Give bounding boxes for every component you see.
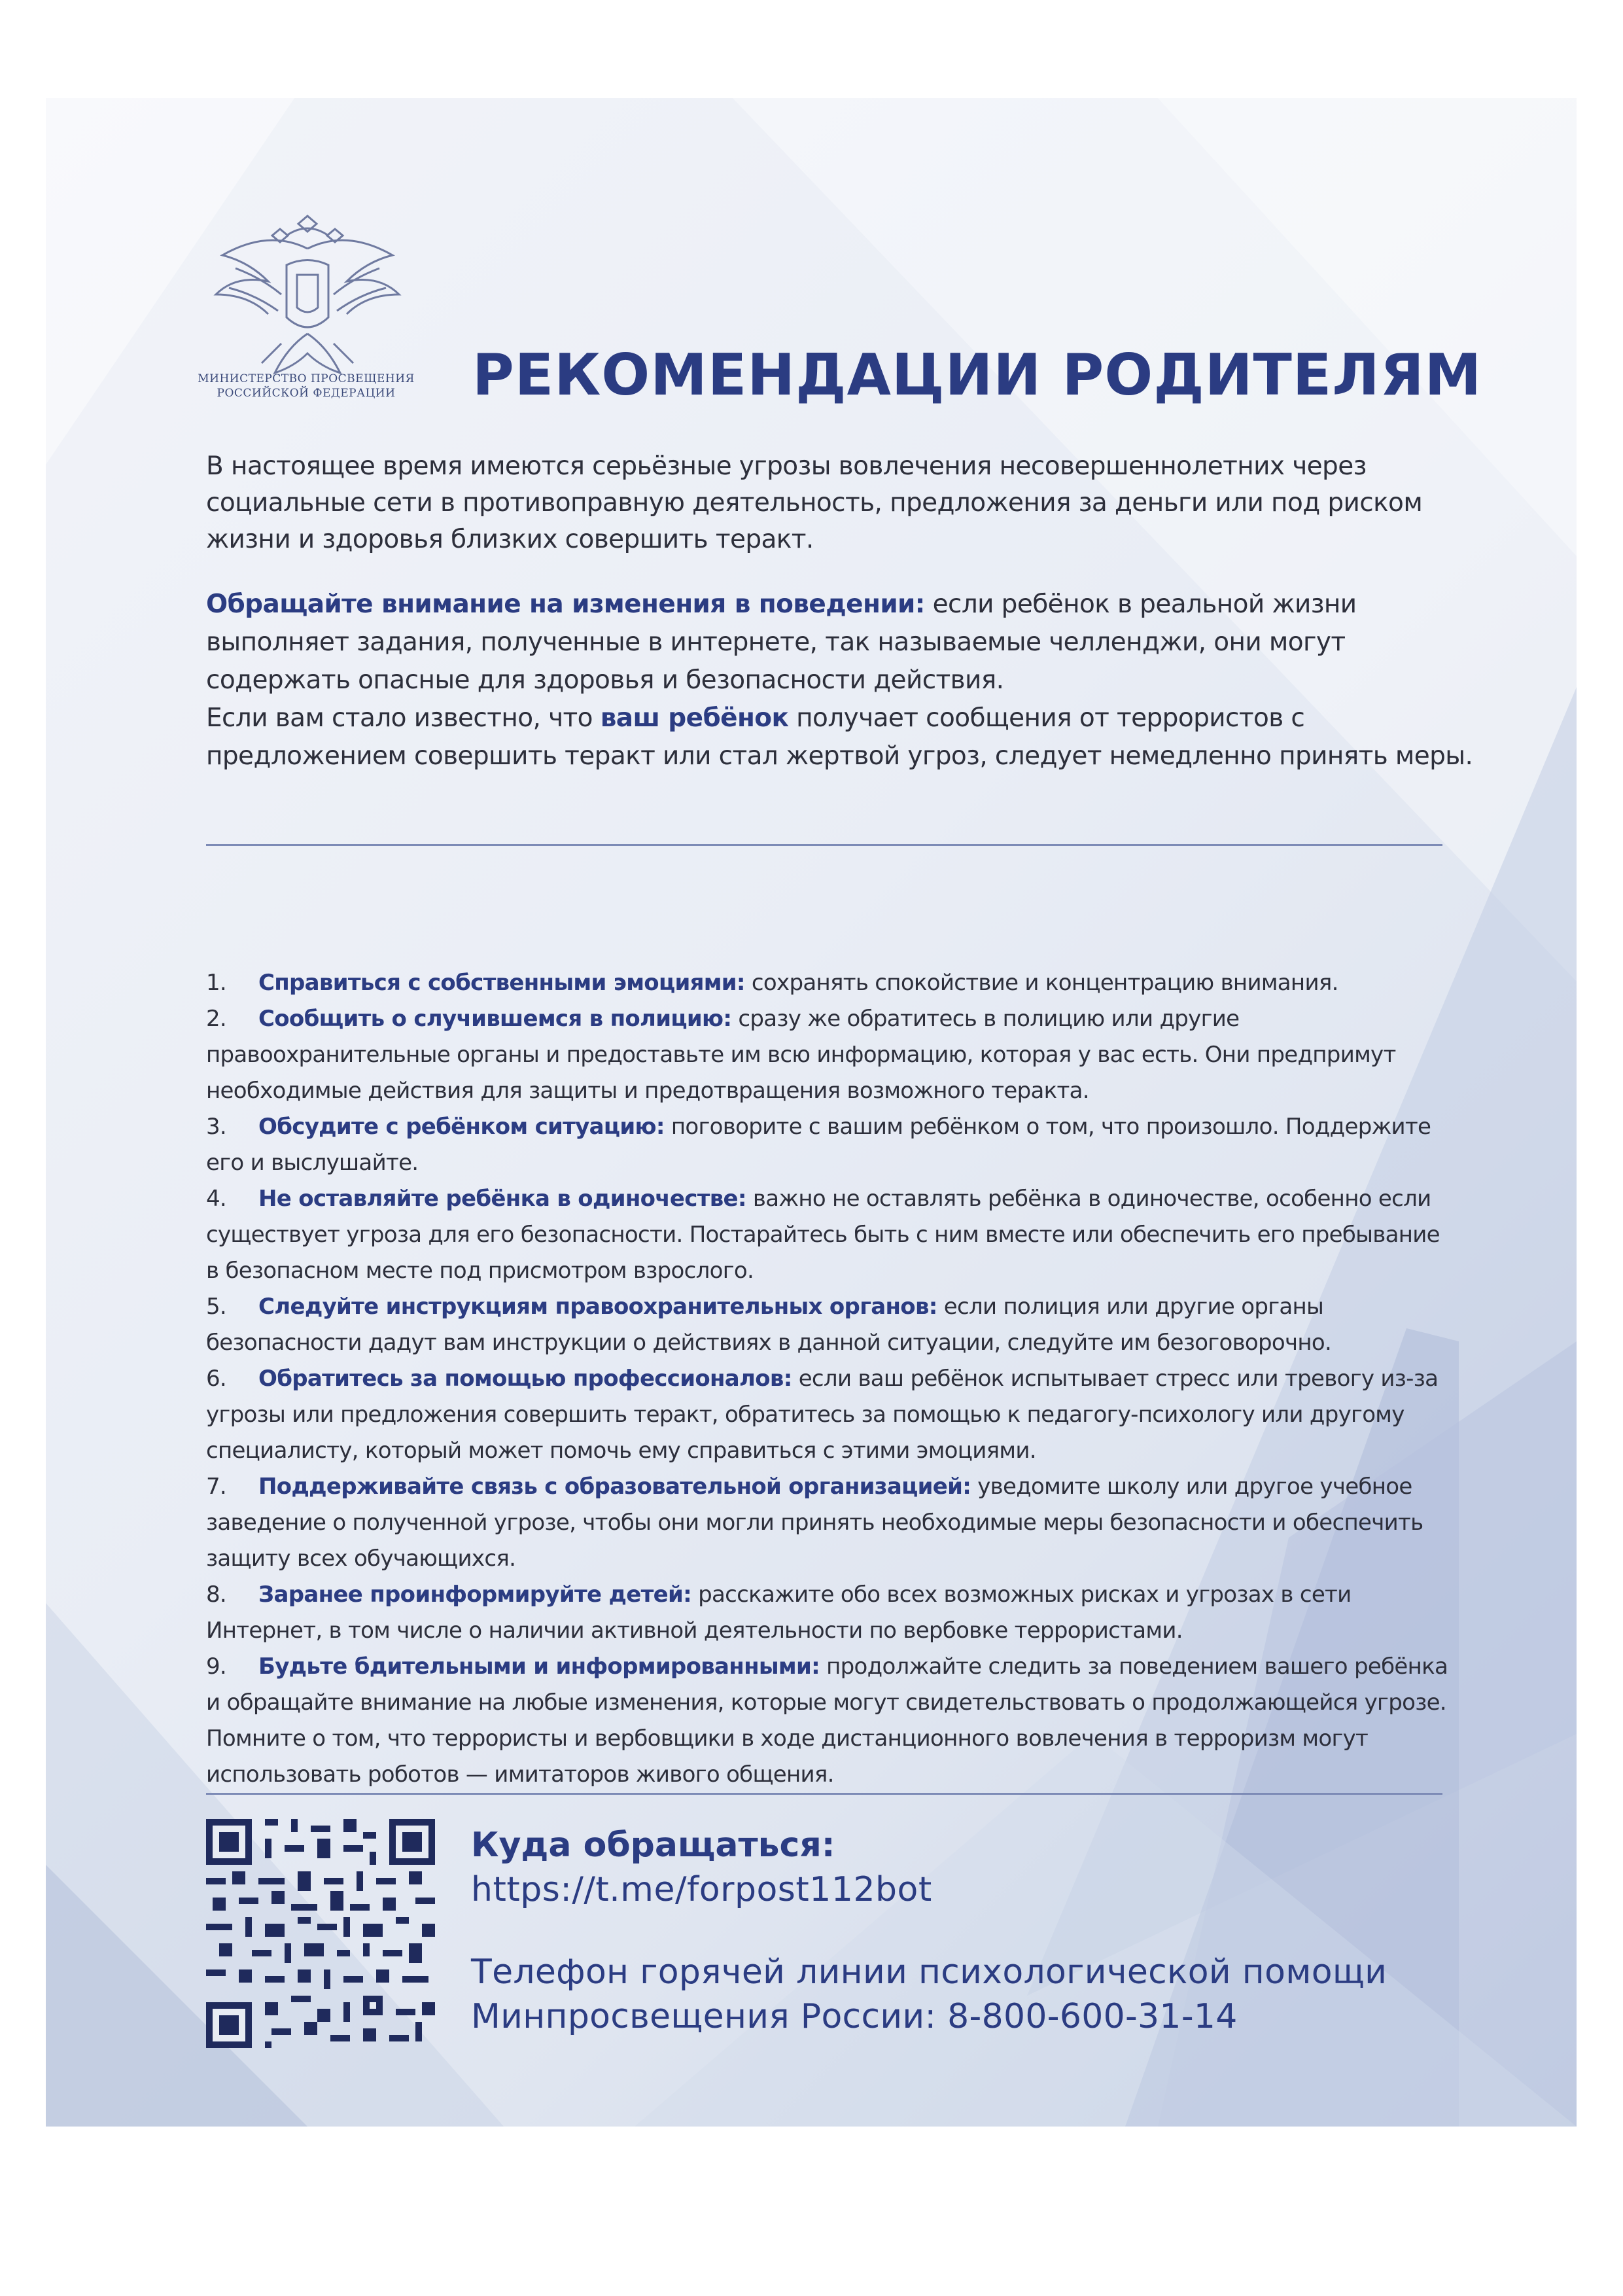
step-text: важно не оставлять ребёнка в одиночестве, особенно если существует угроза для его безопасности. Постарайтесь быть с ним вместе или обеспечить его пребывание в безопасном месте под присмотром взрослого. <box>206 1186 1440 1284</box>
step-item <box>206 1361 1449 1469</box>
behavior-text: если ребёнок в реальной жизни выполняет задания, полученные в интернете, так называемые челленджи, они могут содержать опасные для здоровья и безопасности действия. <box>206 590 1357 695</box>
step-item <box>206 1001 1449 1109</box>
step-text: сохранять спокойствие и концентрацию внимания. <box>744 970 1338 996</box>
hotline-info <box>471 1950 1452 2039</box>
step-label: Поддерживайте связь с образовательной организацией: <box>258 1474 971 1500</box>
step-label: Будьте бдительными и информированными: <box>258 1653 820 1680</box>
divider-top <box>206 844 1442 846</box>
step-text: продолжайте следить за поведением вашего ребёнка и обращайте внимание на любые изменения, которые могут свидетельствовать о продолжающейся угрозе. <box>206 1653 1448 1716</box>
ministry-caption-line2: РОССИЙСКОЙ ФЕДЕРАЦИИ <box>217 387 396 400</box>
known-emph: ваш ребёнок <box>600 703 789 733</box>
step-label: Следуйте инструкциям правоохранительных органов: <box>258 1294 937 1320</box>
step-text: расскажите обо всех возможных рисках и угрозах в сети Интернет, в том числе о наличии активной деятельности по вербовке террористами. <box>206 1581 1352 1644</box>
divider-bottom <box>206 1793 1442 1795</box>
step-text: если ваш ребёнок испытывает стресс или тревогу из-за угрозы или предложения совершить теракт, обратитесь за помощью к педагогу-психологу или другому специалисту, который может помочь ему справиться с этими эмоциями. <box>206 1366 1439 1464</box>
hotline-line2: Минпросвещения России: 8-800-600-31-14 <box>471 1997 1238 2036</box>
eagle-emblem-icon <box>209 203 406 399</box>
step-label: Обратитесь за помощью профессионалов: <box>258 1366 792 1392</box>
steps-list <box>206 965 1449 1793</box>
step-number: 6. <box>206 1366 227 1392</box>
step-label: Не оставляйте ребёнка в одиночестве: <box>258 1186 746 1212</box>
step-item <box>206 965 1449 1001</box>
step-number: 8. <box>206 1581 227 1608</box>
step-number: 5. <box>206 1294 227 1320</box>
qr-code-icon[interactable] <box>206 1819 435 2048</box>
intro-paragraph: В настоящее время имеются серьёзные угрозы вовлечения несовершеннолетних через социальные сети в противоправную деятельность, предложения за деньги или под риском жизни и здоровья близких совершить теракт. <box>206 451 1423 554</box>
step-number: 1. <box>206 970 227 996</box>
step-item <box>206 1649 1449 1721</box>
page-title: РЕКОМЕНДАЦИИ РОДИТЕЛЯМ <box>472 342 1482 408</box>
known-paragraph <box>206 699 1488 775</box>
known-after: получает сообщения от террористов с предложением совершить теракт или стал жертвой угроз, следует немедленно принять меры. <box>206 703 1473 771</box>
step-item <box>206 1469 1449 1577</box>
step-text: если полиция или другие органы безопасности дадут вам инструкции о действиях в данной ситуации, следуйте им безоговорочно. <box>206 1294 1332 1356</box>
step-label: Сообщить о случившемся в полицию: <box>258 1006 732 1032</box>
step-label: Справиться с собственными эмоциями: <box>258 970 745 996</box>
step-number: 2. <box>206 1006 227 1032</box>
step-text: поговорите с вашим ребёнком о том, что произошло. Поддержите его и выслушайте. <box>206 1114 1431 1176</box>
telegram-bot-link[interactable]: https://t.me/forpost112bot <box>471 1870 932 1909</box>
step-item <box>206 1181 1449 1289</box>
step-number: 4. <box>206 1186 227 1212</box>
step-item <box>206 1109 1449 1181</box>
poster <box>46 98 1577 2127</box>
step-label: Заранее проинформируйте детей: <box>258 1581 692 1608</box>
behavior-lead: Обращайте внимание на изменения в поведении: <box>206 590 925 619</box>
step-number: 3. <box>206 1114 227 1140</box>
step-item <box>206 1577 1449 1649</box>
behavior-section <box>206 586 1488 775</box>
step-number: 7. <box>206 1474 227 1500</box>
closing-note: Помните о том, что террористы и вербовщики в ходе дистанционного вовлечения в терроризм могут использовать роботов — имитаторов живого общения. <box>206 1725 1369 1788</box>
ministry-caption-line1: МИНИСТЕРСТВО ПРОСВЕЩЕНИЯ <box>198 372 415 385</box>
step-number: 9. <box>206 1653 227 1680</box>
step-text: сразу же обратитесь в полицию или другие правоохранительные органы и предоставьте им всю информацию, которая у вас есть. Они предпримут необходимые действия для защиты и предотвращения возможного теракта. <box>206 1006 1396 1104</box>
contact-title: Куда обращаться: <box>471 1826 835 1865</box>
ministry-caption <box>195 372 417 400</box>
step-item <box>206 1289 1449 1361</box>
behavior-paragraph <box>206 586 1488 699</box>
hotline-line1: Телефон горячей линии психологической помощи <box>471 1952 1387 1992</box>
step-label: Обсудите с ребёнком ситуацию: <box>258 1114 665 1140</box>
step-text: уведомите школу или другое учебное заведение о полученной угрозе, чтобы они могли принять необходимые меры безопасности и обеспечить защиту всех обучающихся. <box>206 1474 1423 1572</box>
known-before: Если вам стало известно, что <box>206 703 601 733</box>
